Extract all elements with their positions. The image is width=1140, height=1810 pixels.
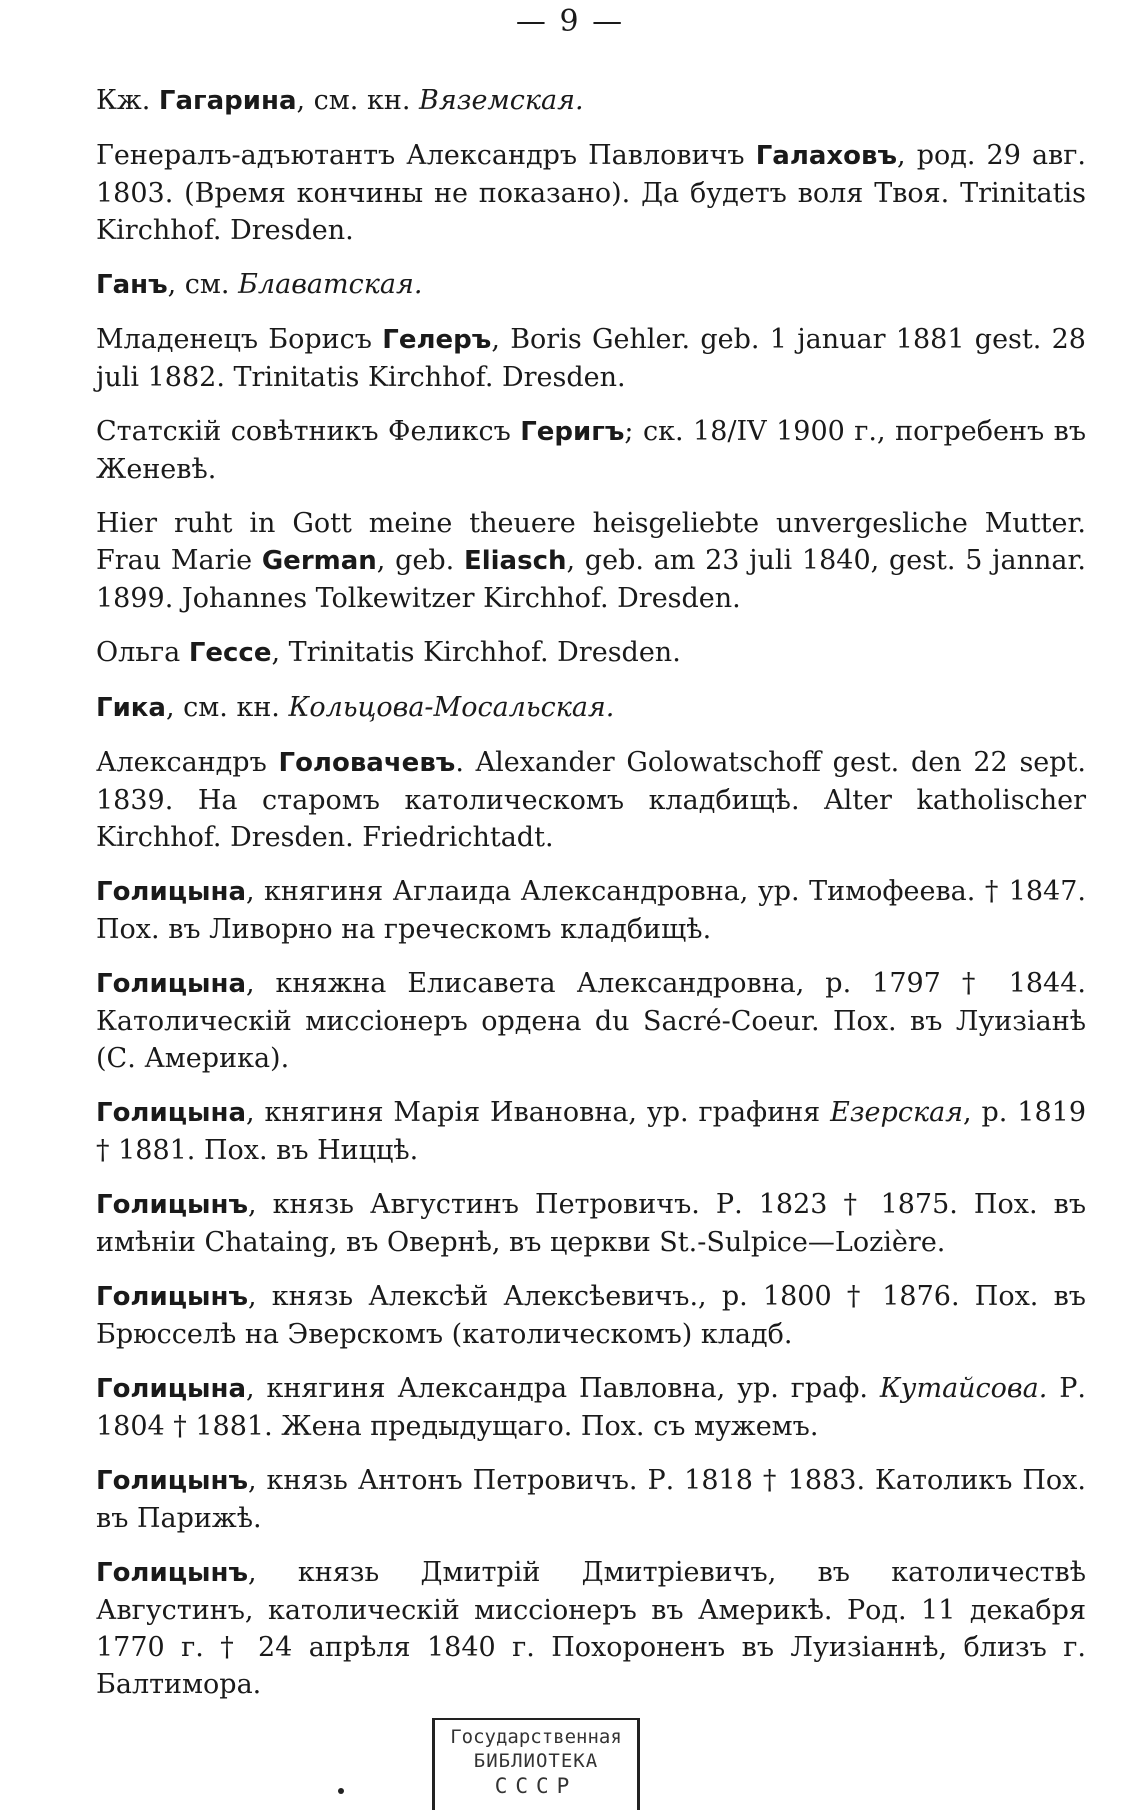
entry-german: Hier ruht in Gott meine theuere heisgeliebte unvergesliche Mutter. Frau Marie German, geb. Eliasch, geb. am 23 juli 1840, gest. 5 jannar. 1899. Johannes Tolkewitzer Kirchhof. Dresden. bbox=[96, 508, 1086, 614]
stamp-line-3: СССР bbox=[494, 1774, 578, 1798]
surname: Голицына bbox=[96, 1098, 246, 1128]
surname: Голицынъ bbox=[96, 1282, 248, 1312]
surname: Голицына bbox=[96, 969, 246, 999]
surname: Голицынъ bbox=[96, 1190, 248, 1220]
cross-reference: Блаватская. bbox=[238, 269, 423, 300]
entry-golovachev: Александръ Головачевъ. Alexander Golowatschoff gest. den 22 sept. 1839. На старомъ католическомъ кладбищѣ. Alter katholischer Kirchhof. Dresden. Friedrichtadt. bbox=[96, 747, 1086, 853]
surname: Голицынъ bbox=[96, 1466, 248, 1496]
entry-galakhov: Генералъ-адъютантъ Александръ Павловичъ Галаховъ, род. 29 авг. 1803. (Время кончины не показано). Да будетъ воля Твоя. Trinitatis Kirchhof. Dresden. bbox=[96, 140, 1086, 246]
surname: Геригъ bbox=[520, 417, 625, 447]
entry-geler: Младенецъ Борисъ Гелеръ, Boris Gehler. geb. 1 januar 1881 gest. 28 juli 1882. Trinitatis Kirchhof. Dresden. bbox=[96, 324, 1086, 393]
entries-list bbox=[96, 82, 1086, 1720]
surname: Галаховъ bbox=[755, 141, 898, 171]
entry-gan: Ганъ, см. Блаватская. bbox=[96, 269, 423, 300]
entry-golitsyn-dmitrii: Голицынъ, князь Дмитрій Дмитріевичъ, въ католичествѣ Августинъ, католическій миссіонеръ въ Америкѣ. Род. 11 декабря 1770 г. † 24 апрѣля 1840 г. Похороненъ въ Луизіаннѣ, близъ г. Балтимора. bbox=[96, 1557, 1086, 1700]
entry-golitsyna-elisaveta: Голицына, княжна Елисавета Александровна, р. 1797 † 1844. Католическій миссіонеръ ордена du Sacré-Coeur. Пох. въ Луизіанѣ (С. Америка). bbox=[96, 968, 1086, 1074]
cross-reference: Кольцова-Мосальская. bbox=[288, 692, 615, 723]
entry-golitsyna-aglaida: Голицына, княгиня Аглаида Александровна, ур. Тимофеева. † 1847. Пох. въ Ливорно на греческомъ кладбищѣ. bbox=[96, 876, 1086, 945]
page-number: — 9 — bbox=[515, 4, 625, 39]
surname: Голицына bbox=[96, 1374, 246, 1404]
surname: Ганъ bbox=[96, 270, 168, 300]
entry-gagarina: Кж. Гагарина, см. кн. Вяземская. bbox=[96, 85, 584, 116]
surname: Голицынъ bbox=[96, 1558, 248, 1588]
entry-golitsyn-avgustin: Голицынъ, князь Августинъ Петровичъ. Р. 1823 † 1875. Пох. въ имѣніи Chataing, въ Овернѣ, въ церкви St.-Sulpice—Lozière. bbox=[96, 1189, 1086, 1258]
cross-reference: Вяземская. bbox=[419, 85, 584, 116]
cross-reference: Езерская bbox=[830, 1097, 964, 1128]
entry-golitsyna-aleksandra: Голицына, княгиня Александра Павловна, ур. граф. Кутайсова. Р. 1804 † 1881. Жена предыдущаго. Пох. съ мужемъ. bbox=[96, 1373, 1086, 1442]
stamp-line-2: БИБЛИОТЕКА bbox=[473, 1750, 599, 1772]
maiden-name: Eliasch bbox=[463, 546, 567, 576]
entry-golitsyna-maria: Голицына, княгиня Марія Ивановна, ур. графиня Езерская, р. 1819 † 1881. Пох. въ Ниццѣ. bbox=[96, 1097, 1086, 1166]
cross-reference: Кутайсова. bbox=[879, 1373, 1048, 1404]
surname: Гика bbox=[96, 693, 166, 723]
entry-golitsyn-aleksei: Голицынъ, князь Алексѣй Алексѣевичъ., р. 1800 † 1876. Пох. въ Брюсселѣ на Эверскомъ (католическомъ) кладб. bbox=[96, 1281, 1086, 1350]
surname: German bbox=[261, 546, 377, 576]
library-stamp bbox=[432, 1718, 640, 1810]
ink-dot bbox=[338, 1788, 344, 1794]
entry-golitsyn-anton: Голицынъ, князь Антонъ Петровичъ. Р. 1818 † 1883. Католикъ Пох. въ Парижѣ. bbox=[96, 1465, 1086, 1534]
entry-gesse: Ольга Гессе, Trinitatis Kirchhof. Dresden. bbox=[96, 637, 681, 668]
entry-gerig: Статскій совѣтникъ Феликсъ Геригъ; ск. 18/IV 1900 г., погребенъ въ Женевѣ. bbox=[96, 416, 1086, 485]
surname: Гессе bbox=[188, 638, 272, 668]
entry-gika: Гика, см. кн. Кольцова-Мосальская. bbox=[96, 692, 615, 723]
surname: Гелеръ bbox=[382, 325, 492, 355]
stamp-line-1: Государственная bbox=[450, 1726, 622, 1748]
surname: Гагарина bbox=[158, 86, 297, 116]
surname: Головачевъ bbox=[278, 748, 456, 778]
surname: Голицына bbox=[96, 877, 246, 907]
